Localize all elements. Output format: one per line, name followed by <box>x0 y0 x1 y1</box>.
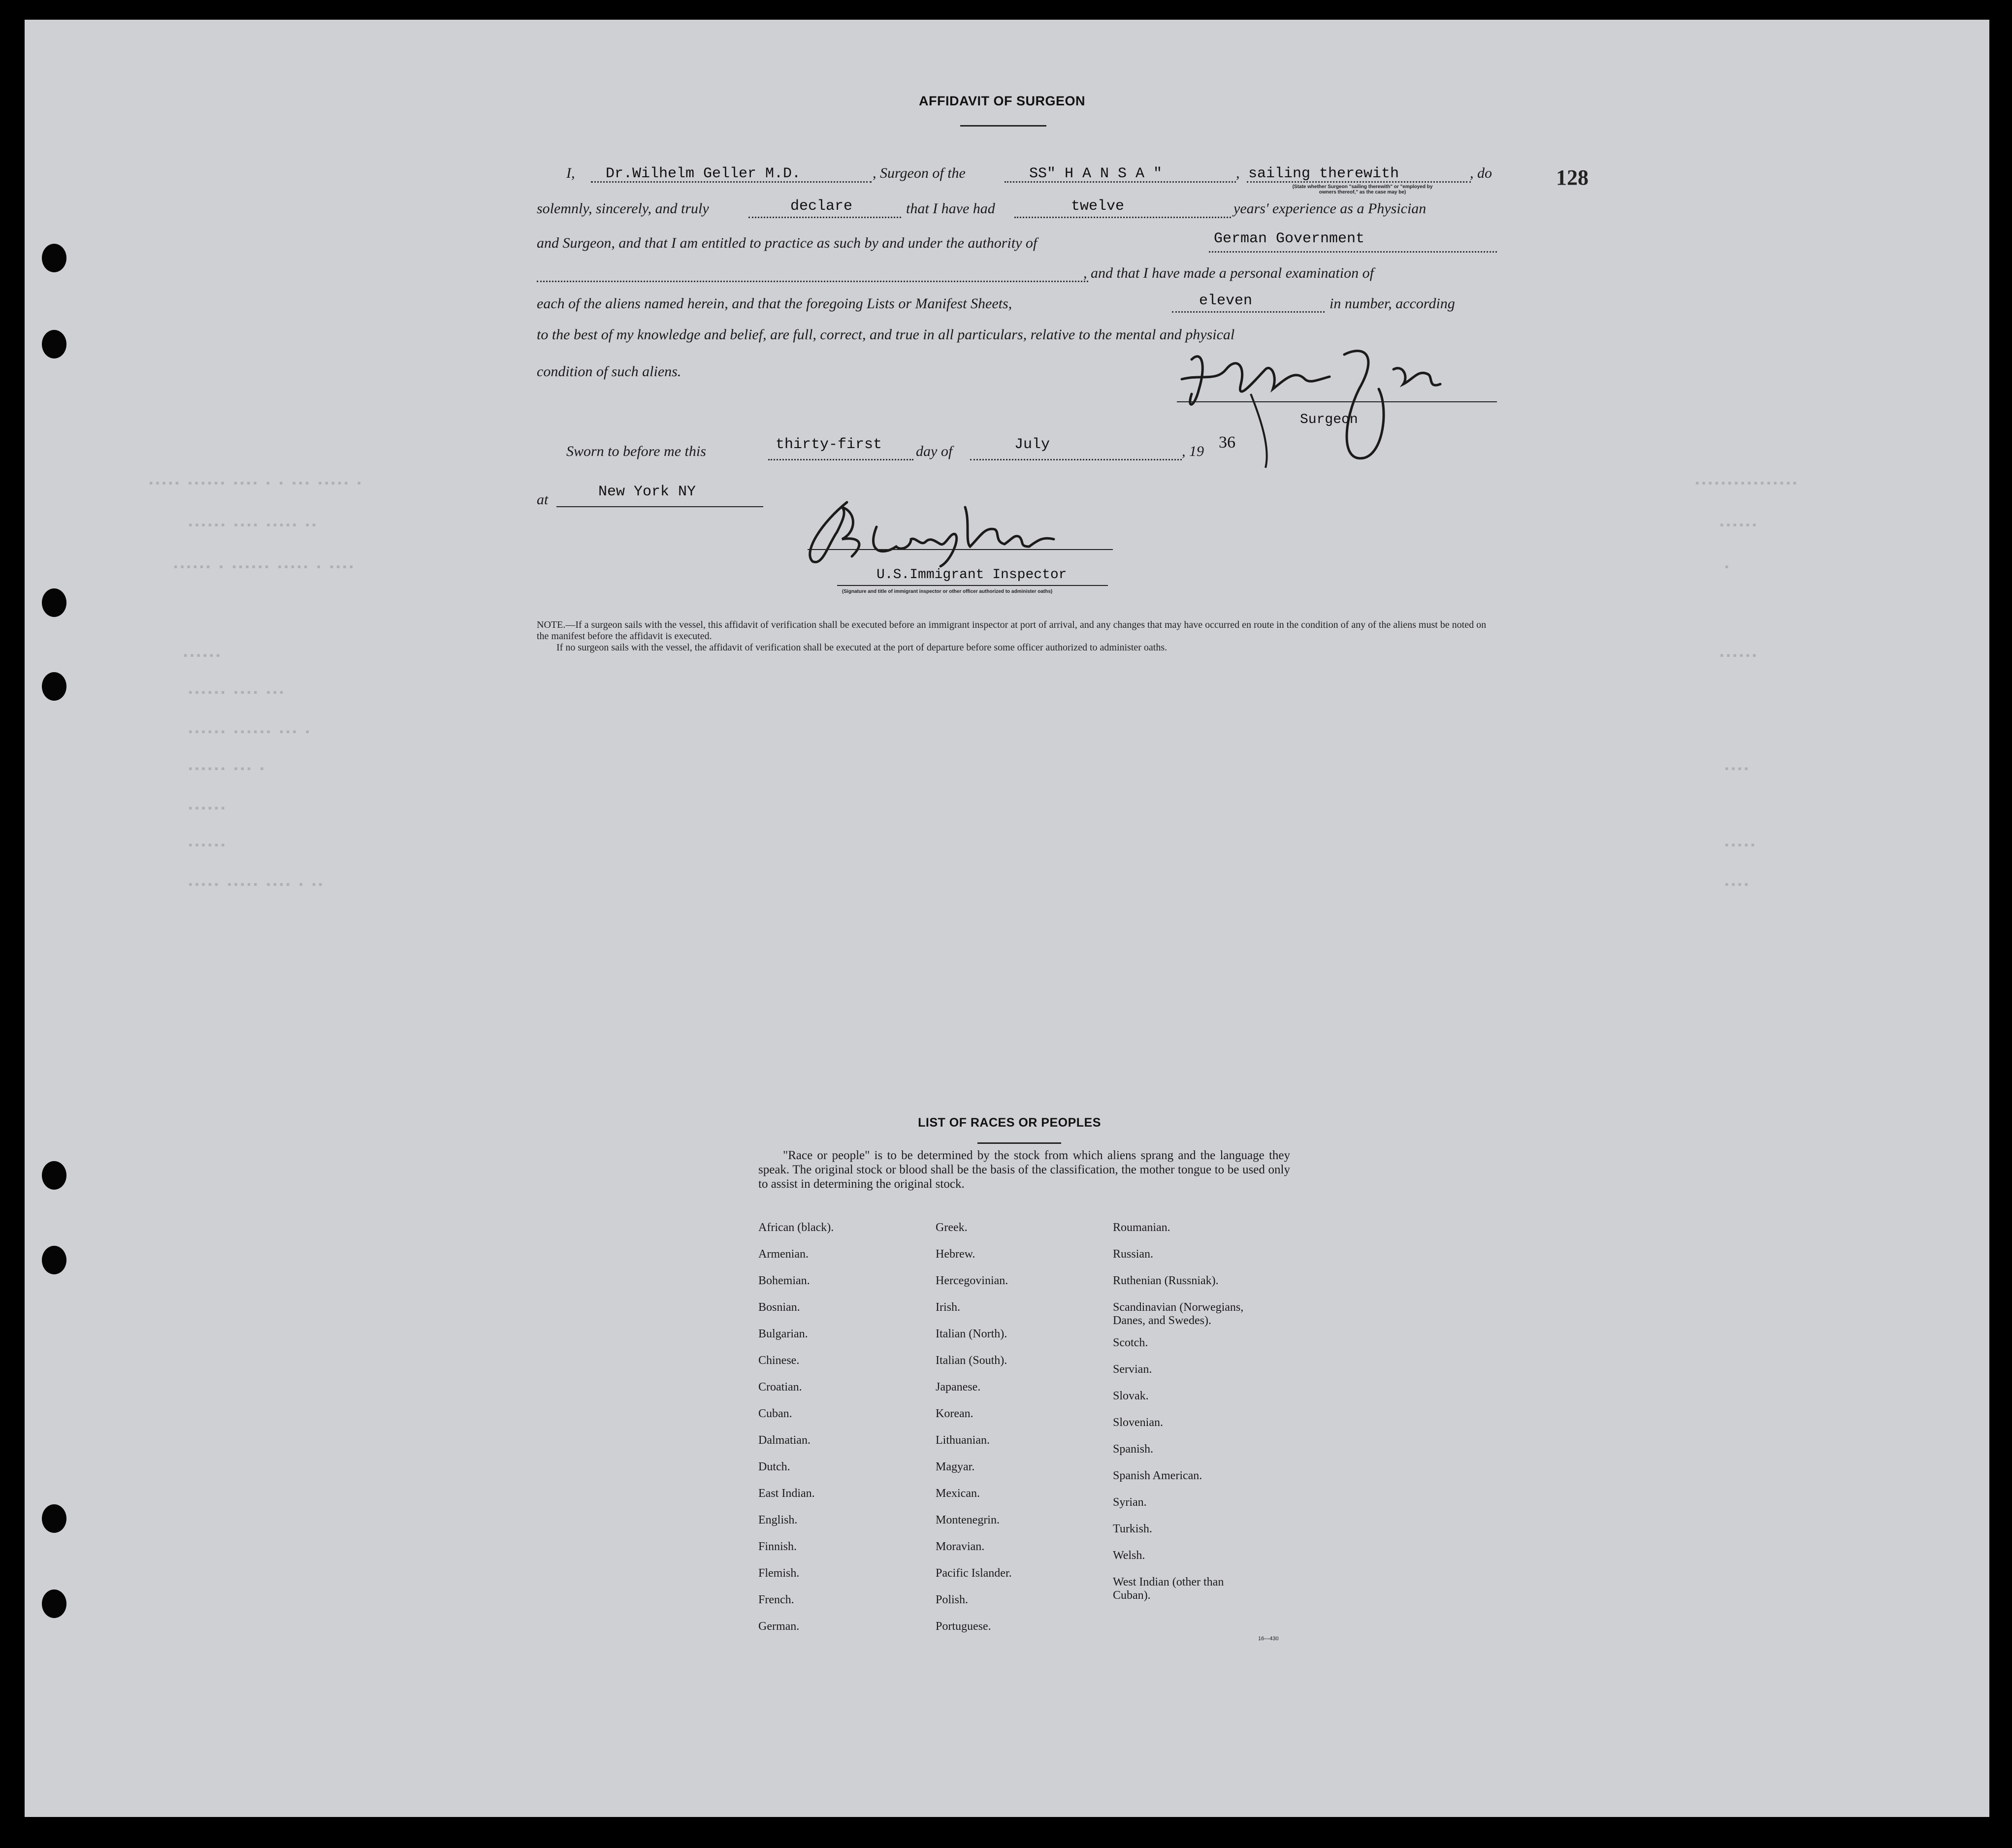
races-title: LIST OF RACES OR PEOPLES <box>918 1116 1101 1130</box>
years-value: twelve <box>1071 198 1125 215</box>
sworn-month: July <box>1014 436 1050 453</box>
surgeon-signature-line <box>1177 401 1497 402</box>
race-item: Syrian. <box>1113 1496 1147 1509</box>
manifest-sheet: ▪▪▪▪▪ ▪▪▪▪▪▪ ▪▪▪▪ ▪ ▪ ▪▪▪ ▪▪▪▪▪ ▪ ▪▪▪▪▪▪ ▪▪▪▪ ▪▪▪▪▪ ▪▪ ▪▪▪▪▪▪ ▪ ▪▪▪▪▪▪ ▪▪▪▪▪ ▪ ▪▪▪▪ ▪▪▪▪▪▪ ▪▪▪▪▪▪ ▪▪▪▪ ▪▪▪ ▪▪▪▪▪▪ ▪▪▪▪▪▪ ▪▪▪ ▪ ▪▪▪▪▪▪ ▪▪▪ ▪ ▪▪▪▪▪▪ ▪▪▪▪▪▪ ▪▪▪▪▪ ▪▪▪▪▪ ▪▪▪▪ ▪ ▪▪ ▪▪▪▪▪▪▪▪▪▪▪▪▪▪▪▪ ▪▪▪▪▪▪ ▪ ▪▪▪▪▪▪ ▪▪▪▪ ▪▪▪▪▪ ▪▪▪▪ 128 AFFIDAVIT OF SURGEON I, Dr.Wilhelm Geller M.D. , Surgeon of the SS" H A N S A " , sailing therewith , do (State whether Surgeon "sailing therewith" or "employed by owners thereof," as the case may be) solemnly, sincerely, and truly declare that I have had twelve years' experience as a Physician and Surgeon, and that I am entitled to practice as such by and under the authority of German Government , and that I have made a personal examination of each of the aliens named herein, and that the foregoing Lists or Manifest Sheets, eleven in number, according to the best of my knowledge and belief, are full, correct, and true in all particulars, relative to the mental and physical condition of such aliens. Surgeon Sworn to before me this thirty-first day of July , 19 36 at New York NY U.S.Immigrant Inspector (Signature and title of immigrant inspector or other officer authorized to administer oaths) NOTE.—If a surgeon sails with the vessel, this affidavit of verification shall be executed before an immigrant inspector at port of arrival, and any changes that may have occurred en route in the condition of any of the aliens must be noted on the manifest before the affidavit is executed. If no surgeon sails with the vessel, the affidavit of verification shall be executed at the port of departure before some officer authorized to administer oaths. LIST OF RACES OR PEOPLES "Race or people" is to be determined by the stock from which aliens sprang and the language they speak. The original stock or blood shall be the basis of the classification, the mother tongue to be used only to assist in determining the original stock. African (black). Armenian. Bohemian. Bosnian. Bulgarian. Chinese. Croatian. Cuban. Dalmatian. Dutch. East Indian. English. Finnish. Flemish. French. German. Greek. Hebrew. Hercegovinian. Irish. Italian (North). Italian (South). Japanese. Korean. Lithuanian. Magyar. Mexican. Montenegrin. Moravian. Pacific Islander. Polish. Portuguese. Roumanian. Russian. Ruthenian (Russniak). Scandinavian (Norwegians, Danes, and Swedes). Scotch. Servian. Slovak. Slovenian. Spanish. Spanish American. Syrian. Turkish. Welsh. West Indian (other than Cuban). 16—430 <box>25 20 1989 1817</box>
comma: , <box>1236 165 1240 181</box>
place-line <box>556 506 763 507</box>
form-code: 16—430 <box>1258 1636 1279 1642</box>
declare-blank <box>748 217 901 218</box>
race-item: Dalmatian. <box>758 1434 811 1447</box>
affidavit-line-1-do: , do <box>1470 165 1492 181</box>
race-item: Mexican. <box>936 1487 980 1500</box>
surgeon-name: Dr.Wilhelm Geller M.D. <box>606 165 801 182</box>
binder-hole <box>42 588 66 617</box>
race-item: Magyar. <box>936 1460 975 1473</box>
race-item: Irish. <box>936 1301 960 1314</box>
affidavit-line-2-b: that I have had <box>906 200 995 217</box>
sworn-text-b: day of <box>916 443 953 459</box>
race-item: Montenegrin. <box>936 1514 1000 1526</box>
note-no-surgeon: If no surgeon sails with the vessel, the affidavit of verification shall be executed at the port of departure before some officer authorized to administer oaths. <box>556 642 1168 653</box>
race-item: Spanish. <box>1113 1443 1154 1456</box>
ship-name: SS" H A N S A " <box>1029 165 1163 182</box>
affidavit-line-3: and Surgeon, and that I am entitled to practice as such by and under the authority of <box>537 235 1038 251</box>
sailing-note: (State whether Surgeon "sailing therewith" or "employed by owners thereof," as the case may be) <box>1292 184 1433 195</box>
race-item: Turkish. <box>1113 1523 1152 1535</box>
race-item: German. <box>758 1620 800 1633</box>
binder-hole <box>42 1161 66 1190</box>
authority-value: German Government <box>1214 230 1365 247</box>
affidavit-line-4: , and that I have made a personal examination of <box>1083 265 1374 281</box>
inspector-caption: (Signature and title of immigrant inspector or other officer authorized to administer oaths) <box>842 589 1053 594</box>
binder-hole <box>42 244 66 272</box>
affidavit-line-6: to the best of my knowledge and belief, are full, correct, and true in all particulars, relative to the mental and physical <box>537 326 1235 343</box>
affidavit-line-2-a: solemnly, sincerely, and truly <box>537 200 709 217</box>
affidavit-line-1-intro: I, <box>566 165 575 181</box>
race-item: Bohemian. <box>758 1274 810 1287</box>
surgeon-caption: Surgeon <box>1300 412 1358 427</box>
race-item: Hebrew. <box>936 1248 975 1261</box>
inspector-signature <box>793 492 1088 576</box>
race-item: West Indian (other than Cuban). <box>1113 1576 1224 1602</box>
affidavit-line-7: condition of such aliens. <box>537 363 681 380</box>
race-item: English. <box>758 1514 798 1526</box>
race-item: Spanish American. <box>1113 1469 1202 1482</box>
race-item: Roumanian. <box>1113 1221 1170 1234</box>
sheets-value: eleven <box>1199 292 1253 309</box>
race-item: Servian. <box>1113 1363 1152 1376</box>
race-item: Ruthenian (Russniak). <box>1113 1274 1219 1287</box>
inspector-title: U.S.Immigrant Inspector <box>876 567 1067 583</box>
affidavit-title: AFFIDAVIT OF SURGEON <box>919 94 1085 108</box>
authority-blank-2 <box>537 281 1088 282</box>
race-item: Bulgarian. <box>758 1328 808 1340</box>
races-column-2 <box>936 1221 1012 1647</box>
authority-blank <box>1209 251 1497 253</box>
race-item: Dutch. <box>758 1460 790 1473</box>
affidavit-line-5-a: each of the aliens named herein, and that the foregoing Lists or Manifest Sheets, <box>537 295 1012 312</box>
race-item: Greek. <box>936 1221 968 1234</box>
sworn-day-blank <box>768 459 913 460</box>
race-item: Chinese. <box>758 1354 800 1367</box>
at-label: at <box>537 491 549 508</box>
race-item: Italian (South). <box>936 1354 1007 1367</box>
race-item: Hercegovinian. <box>936 1274 1008 1287</box>
race-item: Japanese. <box>936 1381 981 1394</box>
race-item: Croatian. <box>758 1381 802 1394</box>
surgeon-signature <box>1172 335 1487 473</box>
race-item: Cuban. <box>758 1407 792 1420</box>
page-number: 128 <box>1556 165 1589 190</box>
binder-hole <box>42 1589 66 1618</box>
race-item: Flemish. <box>758 1567 800 1580</box>
sailing-status: sailing therewith <box>1248 165 1399 182</box>
race-item: Moravian. <box>936 1540 985 1553</box>
place-value: New York NY <box>598 484 696 500</box>
race-item: Scotch. <box>1113 1336 1148 1349</box>
affidavit-line-1-surgeon-of: , Surgeon of the <box>873 165 966 181</box>
races-column-1 <box>758 1221 834 1647</box>
inspector-signature-line <box>808 549 1113 550</box>
race-item: Scandinavian (Norwegians, Danes, and Swedes). <box>1113 1301 1244 1327</box>
race-item: Pacific Islander. <box>936 1567 1012 1580</box>
sworn-text-a: Sworn to before me this <box>566 443 706 459</box>
races-column-3 <box>1113 1221 1243 1611</box>
sworn-day: thirty-first <box>776 436 882 453</box>
binder-hole <box>42 672 66 701</box>
years-blank <box>1014 217 1231 218</box>
sheets-blank <box>1172 311 1325 313</box>
note-surgeon-sails: NOTE.—If a surgeon sails with the vessel, this affidavit of verification shall be executed before an immigrant inspector at port of arrival, and any changes that may have occurred en route in the condition of any of the aliens must be noted on the manifest before the affidavit is executed. <box>537 619 1487 642</box>
race-item: Slovak. <box>1113 1390 1149 1402</box>
race-item: Russian. <box>1113 1248 1154 1261</box>
races-intro: "Race or people" is to be determined by the stock from which aliens sprang and the language they speak. The original stock or blood shall be the basis of the classification, the mother tongue to be used only to assist in determining the original stock. <box>758 1149 1290 1191</box>
binder-hole <box>42 1504 66 1533</box>
binder-hole <box>42 330 66 358</box>
race-item: African (black). <box>758 1221 834 1234</box>
affidavit-line-2-c: years' experience as a Physician <box>1233 200 1427 217</box>
race-item: French. <box>758 1593 794 1606</box>
race-item: Welsh. <box>1113 1549 1145 1562</box>
race-item: Finnish. <box>758 1540 797 1553</box>
race-item: Korean. <box>936 1407 974 1420</box>
race-item: Bosnian. <box>758 1301 800 1314</box>
race-item: Italian (North). <box>936 1328 1007 1340</box>
race-item: Polish. <box>936 1593 969 1606</box>
races-title-rule <box>977 1142 1061 1144</box>
sworn-text-c: , 19 <box>1182 443 1204 459</box>
race-item: Lithuanian. <box>936 1434 990 1447</box>
binder-hole <box>42 1246 66 1274</box>
race-item: Armenian. <box>758 1248 809 1261</box>
sworn-month-blank <box>970 459 1182 460</box>
inspector-title-line <box>837 585 1108 586</box>
affidavit-line-5-b: in number, according <box>1330 295 1455 312</box>
race-item: East Indian. <box>758 1487 815 1500</box>
declare-word: declare <box>790 198 853 215</box>
title-rule <box>960 125 1046 127</box>
sworn-year: 36 <box>1219 433 1235 452</box>
race-item: Portuguese. <box>936 1620 991 1633</box>
race-item: Slovenian. <box>1113 1416 1163 1429</box>
